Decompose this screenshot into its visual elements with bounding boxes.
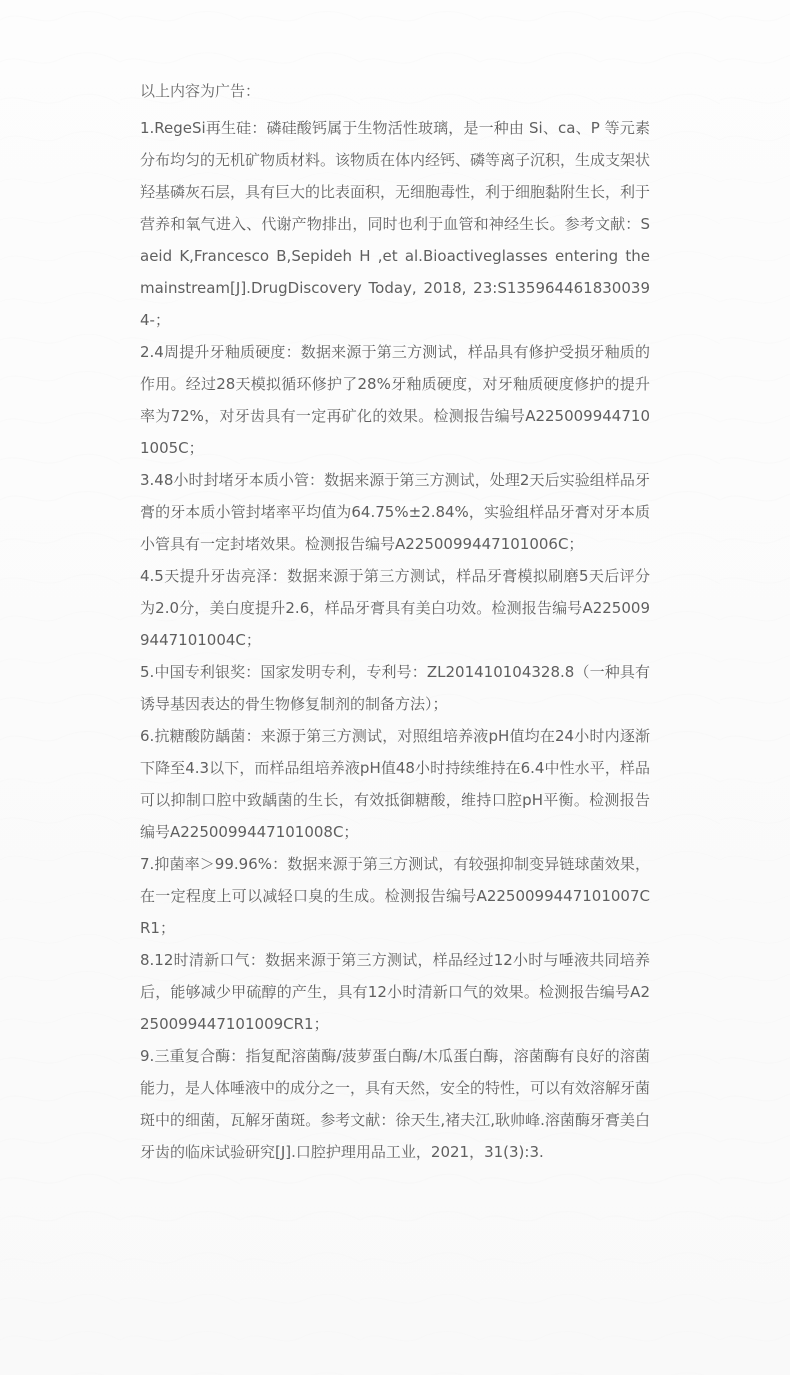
- claim-item-3: 3.48小时封堵牙本质小管：数据来源于第三方测试，处理2天后实验组样品牙膏的牙本质小管封堵率平均值为64.75%±2.84%，实验组样品牙膏对牙本质小管具有一定封堵效果。检测报告编号A2250099447101006C；: [140, 471, 650, 553]
- main-content: [140, 78, 650, 1168]
- claim-item-7: 7.抑菌率＞99.96%：数据来源于第三方测试，有较强抑制变异链球菌效果，在一定程度上可以减轻口臭的生成。检测报告编号A2250099447101007CR1；: [140, 855, 650, 937]
- claim-item-4: 4.5天提升牙齿亮泽：数据来源于第三方测试，样品牙膏模拟刷磨5天后评分为2.0分，美白度提升2.6，样品牙膏具有美白功效。检测报告编号A2250099447101004C；: [140, 567, 650, 649]
- claim-item-8: 8.12时清新口气：数据来源于第三方测试，样品经过12小时与唾液共同培养后，能够减少甲硫醇的产生，具有12小时清新口气的效果。检测报告编号A2250099447101009CR1；: [140, 951, 650, 1033]
- claim-item-6: 6.抗糖酸防龋菌：来源于第三方测试，对照组培养液pH值均在24小时内逐渐下降至4.3以下，而样品组培养液pH值48小时持续维持在6.4中性水平，样品可以抑制口腔中致龋菌的生长，有效抵御糖酸，维持口腔pH平衡。检测报告编号A2250099447101008C；: [140, 727, 650, 841]
- claim-item-5: 5.中国专利银奖：国家发明专利，专利号：ZL201410104328.8（一种具有诱导基因表达的骨生物修复制剂的制备方法）；: [140, 663, 650, 713]
- claim-item-2: 2.4周提升牙釉质硬度：数据来源于第三方测试，样品具有修护受损牙釉质的作用。经过28天模拟循环修护了28%牙釉质硬度，对牙釉质硬度修护的提升率为72%，对牙齿具有一定再矿化的效果。检测报告编号A2250099447101005C；: [140, 343, 650, 457]
- claim-item-9: 9.三重复合酶：指复配溶菌酶/菠萝蛋白酶/木瓜蛋白酶，溶菌酶有良好的溶菌能力，是人体唾液中的成分之一，具有天然，安全的特性，可以有效溶解牙菌斑中的细菌，瓦解牙菌斑。参考文献：徐天生,褚夫江,耿帅峰.溶菌酶牙膏美白牙齿的临床试验研究[J].口腔护理用品工业，2021，31(3):3.: [140, 1047, 651, 1161]
- claim-item-1: 1.RegeSi再生硅：磷硅酸钙属于生物活性玻璃，是一种由 Si、ca、P 等元素分布均匀的无机矿物质材料。该物质在体内经钙、磷等离子沉积，生成支架状羟基磷灰石层，具有巨大的比表面积，无细胞毒性，利于细胞黏附生长，利于营养和氧气进入、代谢产物排出，同时也利于血管和神经生长。参考文献：Saeid K,Francesco B,Sepideh H ,et al.Bioactiveglasses entering the mainstream[J].DrugDiscovery Today, 2018, 23:S1359644618300394-；: [140, 119, 651, 329]
- ad-notice-heading: 以上内容为广告：: [140, 82, 261, 100]
